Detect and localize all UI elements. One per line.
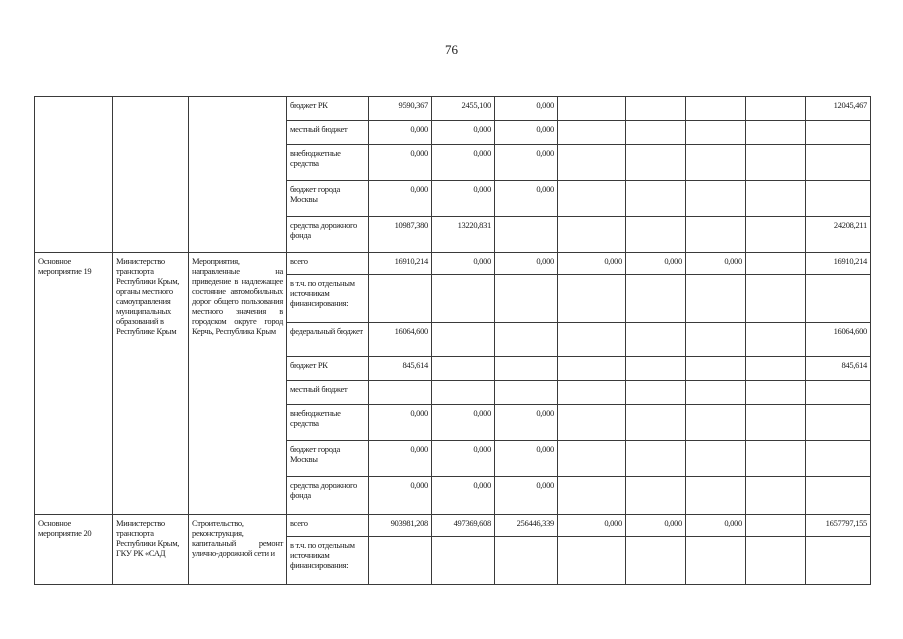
value-cell <box>806 441 871 477</box>
value-cell: 0,000 <box>686 515 746 537</box>
source-label: бюджет РК <box>287 97 369 121</box>
value-cell <box>686 381 746 405</box>
value-cell: 24208,211 <box>806 217 871 253</box>
table-row <box>35 253 871 275</box>
value-cell <box>686 97 746 121</box>
value-cell: 13220,831 <box>432 217 495 253</box>
source-label: средства дорожного фонда <box>287 217 369 253</box>
value-cell: 845,614 <box>806 357 871 381</box>
value-cell <box>495 275 558 323</box>
value-cell <box>746 181 806 217</box>
source-label: в т.ч. по отдельным источникам финансирования: <box>287 537 369 585</box>
value-cell <box>558 323 626 357</box>
description-cell <box>189 97 287 253</box>
value-cell: 0,000 <box>495 441 558 477</box>
value-cell <box>806 477 871 515</box>
activity-name-cell <box>35 97 113 253</box>
value-cell <box>558 121 626 145</box>
value-cell <box>369 275 432 323</box>
value-cell <box>806 145 871 181</box>
value-cell: 0,000 <box>432 477 495 515</box>
value-cell <box>558 537 626 585</box>
value-cell: 16910,214 <box>369 253 432 275</box>
executor: Министерство транспорта Республики Крым, органы местного самоуправления муниципальных образований в Республике Крым <box>113 253 189 515</box>
value-cell <box>558 97 626 121</box>
value-cell <box>369 381 432 405</box>
value-cell <box>746 537 806 585</box>
value-cell: 497369,608 <box>432 515 495 537</box>
value-cell: 903981,208 <box>369 515 432 537</box>
source-label: в т.ч. по отдельным источникам финансирования: <box>287 275 369 323</box>
source-label: бюджет города Москвы <box>287 181 369 217</box>
value-cell: 0,000 <box>495 145 558 181</box>
value-cell <box>686 275 746 323</box>
value-cell <box>746 323 806 357</box>
value-cell: 16064,600 <box>369 323 432 357</box>
value-cell <box>495 323 558 357</box>
value-cell <box>626 381 686 405</box>
page-number: 76 <box>445 42 458 57</box>
value-cell <box>626 145 686 181</box>
value-cell <box>746 145 806 181</box>
value-cell <box>626 357 686 381</box>
description: Мероприятия, направленные на приведение в надлежащее состояние автомобильных дорог общего пользования местного значения в городском округе город Керчь, Республика Крым <box>189 253 287 515</box>
value-cell: 0,000 <box>369 477 432 515</box>
value-cell: 0,000 <box>495 253 558 275</box>
value-cell: 16910,214 <box>806 253 871 275</box>
value-cell: 0,000 <box>495 181 558 217</box>
value-cell <box>495 357 558 381</box>
value-cell <box>558 477 626 515</box>
value-cell: 0,000 <box>558 515 626 537</box>
value-cell <box>686 217 746 253</box>
value-cell: 0,000 <box>686 253 746 275</box>
value-cell: 0,000 <box>369 181 432 217</box>
value-cell: 16064,600 <box>806 323 871 357</box>
value-cell <box>686 357 746 381</box>
value-cell <box>626 275 686 323</box>
value-cell: 0,000 <box>369 145 432 181</box>
value-cell: 0,000 <box>495 405 558 441</box>
value-cell <box>626 477 686 515</box>
value-cell: 10987,380 <box>369 217 432 253</box>
value-cell <box>369 537 432 585</box>
value-cell <box>626 537 686 585</box>
value-cell <box>558 405 626 441</box>
value-cell: 845,614 <box>369 357 432 381</box>
description: Строительство, реконструкция, капитальный ремонт улично-дорожной сети и <box>189 515 287 585</box>
value-cell <box>558 275 626 323</box>
value-cell: 0,000 <box>432 405 495 441</box>
value-cell: 0,000 <box>558 253 626 275</box>
value-cell <box>432 357 495 381</box>
source-label: федеральный бюджет <box>287 323 369 357</box>
value-cell: 2455,100 <box>432 97 495 121</box>
value-cell <box>626 121 686 145</box>
source-label: внебюджетные средства <box>287 145 369 181</box>
value-cell: 0,000 <box>626 515 686 537</box>
value-cell: 0,000 <box>432 121 495 145</box>
value-cell <box>686 145 746 181</box>
value-cell <box>746 217 806 253</box>
value-cell: 0,000 <box>369 405 432 441</box>
value-cell: 0,000 <box>626 253 686 275</box>
value-cell <box>432 537 495 585</box>
value-cell <box>746 515 806 537</box>
value-cell: 0,000 <box>432 145 495 181</box>
value-cell <box>432 275 495 323</box>
value-cell <box>626 217 686 253</box>
value-cell <box>495 381 558 405</box>
value-cell: 0,000 <box>369 121 432 145</box>
value-cell: 0,000 <box>495 97 558 121</box>
source-label: местный бюджет <box>287 381 369 405</box>
value-cell <box>806 405 871 441</box>
value-cell <box>626 323 686 357</box>
value-cell: 0,000 <box>432 253 495 275</box>
value-cell <box>686 441 746 477</box>
value-cell <box>746 441 806 477</box>
value-cell <box>558 217 626 253</box>
value-cell <box>495 217 558 253</box>
value-cell: 12045,467 <box>806 97 871 121</box>
value-cell <box>432 323 495 357</box>
source-label: средства дорожного фонда <box>287 477 369 515</box>
value-cell <box>686 405 746 441</box>
source-label: бюджет РК <box>287 357 369 381</box>
source-label: всего <box>287 253 369 275</box>
value-cell: 1657797,155 <box>806 515 871 537</box>
table-row <box>35 515 871 537</box>
value-cell <box>626 441 686 477</box>
value-cell <box>558 145 626 181</box>
source-label: бюджет города Москвы <box>287 441 369 477</box>
executor: Министерство транспорта Республики Крым, ГКУ РК «САД <box>113 515 189 585</box>
value-cell: 0,000 <box>495 121 558 145</box>
value-cell: 9590,367 <box>369 97 432 121</box>
value-cell <box>746 405 806 441</box>
value-cell <box>558 357 626 381</box>
activity-name: Основное мероприятие 20 <box>35 515 113 585</box>
source-label: местный бюджет <box>287 121 369 145</box>
value-cell: 0,000 <box>369 441 432 477</box>
value-cell <box>686 477 746 515</box>
value-cell <box>806 121 871 145</box>
activity-name: Основное мероприятие 19 <box>35 253 113 515</box>
source-label: всего <box>287 515 369 537</box>
value-cell <box>686 181 746 217</box>
executor-cell <box>113 97 189 253</box>
value-cell <box>686 323 746 357</box>
value-cell <box>806 275 871 323</box>
value-cell <box>495 537 558 585</box>
value-cell <box>746 121 806 145</box>
value-cell: 0,000 <box>495 477 558 515</box>
table-row <box>35 97 871 121</box>
value-cell: 256446,339 <box>495 515 558 537</box>
value-cell <box>746 477 806 515</box>
value-cell <box>806 381 871 405</box>
value-cell <box>626 97 686 121</box>
value-cell <box>746 253 806 275</box>
value-cell <box>686 121 746 145</box>
value-cell <box>558 181 626 217</box>
value-cell <box>558 441 626 477</box>
value-cell <box>746 97 806 121</box>
value-cell <box>432 381 495 405</box>
value-cell <box>746 357 806 381</box>
value-cell <box>626 181 686 217</box>
value-cell <box>806 181 871 217</box>
value-cell <box>686 537 746 585</box>
value-cell <box>746 381 806 405</box>
source-label: внебюджетные средства <box>287 405 369 441</box>
value-cell <box>626 405 686 441</box>
value-cell: 0,000 <box>432 181 495 217</box>
value-cell <box>746 275 806 323</box>
value-cell <box>806 537 871 585</box>
value-cell: 0,000 <box>432 441 495 477</box>
value-cell <box>558 381 626 405</box>
financing-table <box>34 96 871 585</box>
